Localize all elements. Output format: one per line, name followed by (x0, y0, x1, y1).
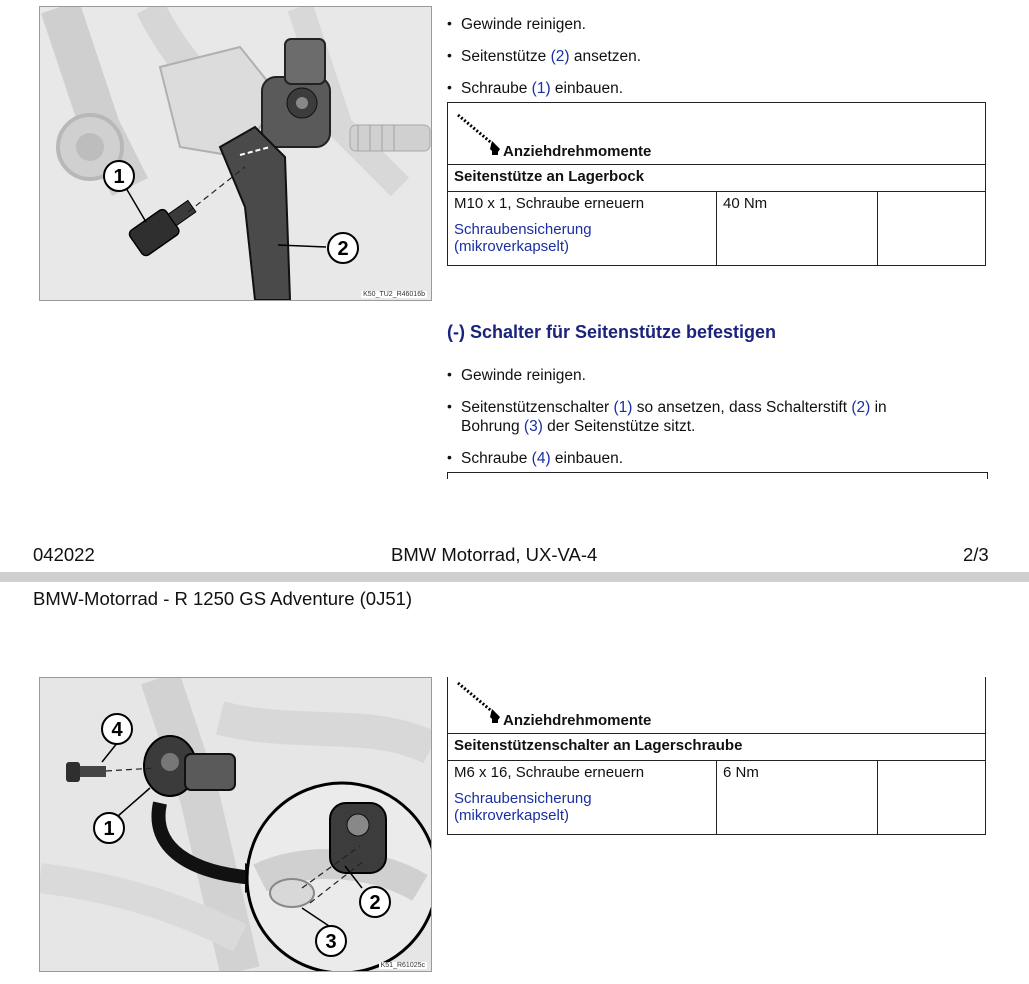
page-separator (0, 572, 1029, 582)
torque-header (448, 103, 986, 165)
footer-page: 2/3 (963, 544, 989, 565)
figure-code-bottom: K51_R61025c (380, 962, 425, 969)
callout-2 (326, 231, 360, 265)
torque-spec-cell-bottom (448, 761, 717, 835)
svg-text:1: 1 (103, 818, 115, 840)
bullet-position-switch: • Seitenstützenschalter (1) so ansetzen, dass Schalterstift (2) in Bohrung (3) der Seitenstütze sitzt. (447, 398, 887, 435)
ref-1: (1) (531, 80, 551, 97)
bullet-install-screw: • Schraube (1) einbauen. (447, 79, 624, 97)
torque-wrench-icon (454, 679, 504, 725)
figure-code: K50_TU2_R46016b (363, 291, 425, 298)
torque-value: 40 Nm (717, 192, 878, 266)
torque-value-bottom: 6 Nm (717, 761, 878, 835)
figure-switch-mount (39, 677, 432, 972)
callout-1-bottom (92, 811, 126, 845)
bullet-install-screw-4: • Schraube (4) einbauen. (447, 449, 624, 467)
callout-2-bottom (358, 885, 392, 919)
torque-spec-bottom: M6 x 16, Schraube erneuern (454, 764, 645, 781)
section-heading: (-) Schalter für Seitenstütze befestigen (447, 322, 777, 342)
callout-1 (102, 159, 136, 193)
torque-subtitle-bottom: Seitenstützenschalter an Lagerschraube (448, 734, 986, 761)
torque-title: Anziehdrehmomente (503, 143, 652, 160)
sidestand-illustration (40, 7, 431, 300)
footer-center: BMW Motorrad, UX-VA-4 (391, 544, 598, 565)
callout-4 (100, 712, 134, 746)
torque-spec-cell (448, 192, 717, 266)
bullet-clean-thread-2: • Gewinde reinigen. (447, 366, 586, 384)
figure-sidestand-mount (39, 6, 432, 301)
torque-wrench-icon (454, 111, 504, 157)
torque-empty-cell-bottom (878, 761, 986, 835)
footer-date: 042022 (33, 544, 95, 565)
document-title: BMW-Motorrad - R 1250 GS Adventure (0J51) (33, 588, 413, 609)
torque-spec: M10 x 1, Schraube erneuern (454, 195, 645, 212)
table-cutoff (447, 472, 988, 479)
bullet-attach-sidestand: • Seitenstütze (2) ansetzen. (447, 47, 642, 65)
svg-text:4: 4 (111, 719, 123, 741)
torque-empty-cell (878, 192, 986, 266)
callout-3-bottom (314, 924, 348, 958)
svg-text:3: 3 (325, 931, 337, 953)
ref-2: (2) (550, 48, 570, 65)
torque-table-switch (447, 677, 986, 835)
torque-table-sidestand (447, 102, 986, 266)
bullet-clean-thread: • Gewinde reinigen. (447, 15, 586, 33)
thread-locker-link-bottom[interactable]: Schraubensicherung (mikroverkapselt) (454, 790, 592, 824)
svg-text:2: 2 (369, 892, 381, 914)
svg-text:2: 2 (337, 238, 349, 260)
svg-text:1: 1 (113, 166, 125, 188)
torque-header-bottom (448, 677, 986, 734)
torque-title-bottom: Anziehdrehmomente (503, 712, 652, 729)
thread-locker-link[interactable]: Schraubensicherung (mikroverkapselt) (454, 221, 592, 255)
torque-subtitle: Seitenstütze an Lagerbock (448, 165, 986, 192)
